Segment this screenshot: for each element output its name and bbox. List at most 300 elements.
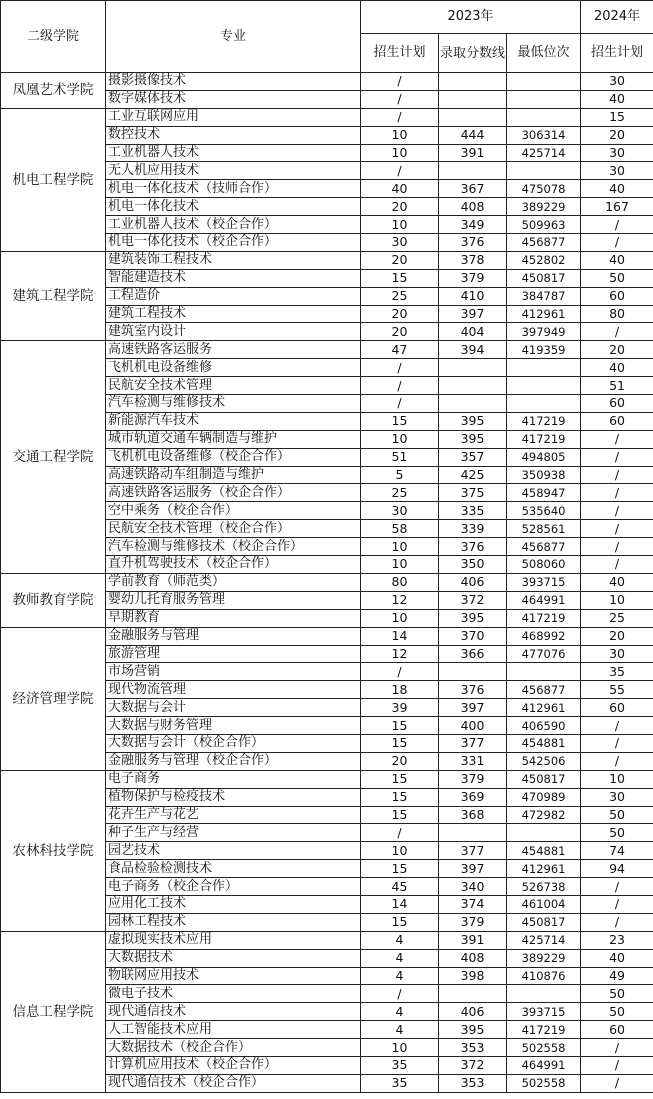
- score-2023: 340: [439, 878, 507, 896]
- plan-2024: 55: [581, 681, 653, 699]
- score-2023: 335: [439, 502, 507, 520]
- rank-2023: 350938: [507, 466, 581, 484]
- table-row: [1, 770, 653, 788]
- score-2023: 397: [439, 699, 507, 717]
- score-2023: [439, 73, 507, 91]
- plan-2024: /: [581, 878, 653, 896]
- college-name: 机电工程学院: [1, 108, 106, 251]
- major-name: 数控技术: [106, 126, 361, 144]
- major-name: 婴幼儿托育服务管理: [106, 591, 361, 609]
- rank-2023: [507, 73, 581, 91]
- plan-2024: 74: [581, 842, 653, 860]
- plan-2024: /: [581, 234, 653, 252]
- rank-2023: 406590: [507, 717, 581, 735]
- plan-2023: /: [361, 359, 439, 377]
- score-2023: 349: [439, 216, 507, 234]
- score-2023: 408: [439, 198, 507, 216]
- plan-2024: 167: [581, 198, 653, 216]
- major-name: 高速铁路客运服务: [106, 341, 361, 359]
- plan-2023: /: [361, 377, 439, 395]
- major-name: 花卉生产与花艺: [106, 806, 361, 824]
- rank-2023: [507, 162, 581, 180]
- plan-2023: 47: [361, 341, 439, 359]
- score-2023: [439, 108, 507, 126]
- score-2023: 444: [439, 126, 507, 144]
- table-row: [1, 931, 653, 949]
- rank-2023: 412961: [507, 860, 581, 878]
- rank-2023: 417219: [507, 412, 581, 430]
- plan-2023: /: [361, 395, 439, 413]
- plan-2023: 15: [361, 717, 439, 735]
- plan-2023: 30: [361, 234, 439, 252]
- plan-2024: /: [581, 734, 653, 752]
- plan-2023: 15: [361, 770, 439, 788]
- plan-2024: 50: [581, 824, 653, 842]
- plan-2024: 51: [581, 377, 653, 395]
- rank-2023: 389229: [507, 198, 581, 216]
- score-2023: [439, 395, 507, 413]
- score-2023: 376: [439, 681, 507, 699]
- college-name: 经济管理学院: [1, 627, 106, 770]
- header-year-2023: 2023年: [361, 1, 581, 34]
- plan-2023: 12: [361, 591, 439, 609]
- rank-2023: 412961: [507, 699, 581, 717]
- plan-2024: /: [581, 323, 653, 341]
- plan-2023: 10: [361, 430, 439, 448]
- major-name: 学前教育（师范类）: [106, 573, 361, 591]
- major-name: 现代物流管理: [106, 681, 361, 699]
- plan-2023: 15: [361, 806, 439, 824]
- plan-2024: 30: [581, 144, 653, 162]
- table-row: [1, 573, 653, 591]
- major-name: 微电子技术: [106, 985, 361, 1003]
- plan-2024: 60: [581, 699, 653, 717]
- plan-2023: 20: [361, 198, 439, 216]
- score-2023: 374: [439, 895, 507, 913]
- plan-2024: 50: [581, 806, 653, 824]
- score-2023: 395: [439, 430, 507, 448]
- major-name: 大数据技术（校企合作）: [106, 1039, 361, 1057]
- rank-2023: 494805: [507, 448, 581, 466]
- rank-2023: [507, 663, 581, 681]
- plan-2024: 20: [581, 341, 653, 359]
- plan-2024: /: [581, 430, 653, 448]
- score-2023: 353: [439, 1039, 507, 1057]
- plan-2024: 30: [581, 73, 653, 91]
- plan-2024: /: [581, 216, 653, 234]
- score-2023: 425: [439, 466, 507, 484]
- rank-2023: [507, 824, 581, 842]
- major-name: 金融服务与管理（校企合作）: [106, 752, 361, 770]
- plan-2024: 25: [581, 609, 653, 627]
- plan-2023: 35: [361, 1056, 439, 1074]
- college-name: 教师教育学院: [1, 573, 106, 627]
- score-2023: [439, 162, 507, 180]
- major-name: 工业互联网应用: [106, 108, 361, 126]
- major-name: 计算机应用技术（校企合作）: [106, 1056, 361, 1074]
- score-2023: [439, 359, 507, 377]
- major-name: 飞机机电设备维修（校企合作）: [106, 448, 361, 466]
- plan-2023: 10: [361, 609, 439, 627]
- major-name: 金融服务与管理: [106, 627, 361, 645]
- score-2023: 378: [439, 251, 507, 269]
- plan-2023: 15: [361, 412, 439, 430]
- plan-2023: 58: [361, 520, 439, 538]
- score-2023: 350: [439, 556, 507, 574]
- major-name: 机电一体化技术（校企合作）: [106, 234, 361, 252]
- plan-2024: 50: [581, 985, 653, 1003]
- score-2023: 367: [439, 180, 507, 198]
- major-name: 虚拟现实技术应用: [106, 931, 361, 949]
- plan-2023: 20: [361, 752, 439, 770]
- plan-2023: 20: [361, 251, 439, 269]
- score-2023: 394: [439, 341, 507, 359]
- plan-2023: 12: [361, 645, 439, 663]
- plan-2024: 60: [581, 395, 653, 413]
- score-2023: [439, 663, 507, 681]
- major-name: 大数据与会计（校企合作）: [106, 734, 361, 752]
- rank-2023: 508060: [507, 556, 581, 574]
- plan-2023: 80: [361, 573, 439, 591]
- college-name: 信息工程学院: [1, 931, 106, 1092]
- plan-2024: 40: [581, 573, 653, 591]
- major-name: 汽车检测与维修技术: [106, 395, 361, 413]
- major-name: 高速铁路动车组制造与维护: [106, 466, 361, 484]
- rank-2023: 502558: [507, 1039, 581, 1057]
- plan-2024: /: [581, 1056, 653, 1074]
- plan-2024: 30: [581, 645, 653, 663]
- college-name: 交通工程学院: [1, 341, 106, 574]
- plan-2023: /: [361, 90, 439, 108]
- plan-2023: 18: [361, 681, 439, 699]
- major-name: 高速铁路客运服务（校企合作）: [106, 484, 361, 502]
- plan-2024: /: [581, 502, 653, 520]
- college-name: 凤凰艺术学院: [1, 73, 106, 109]
- score-2023: 357: [439, 448, 507, 466]
- major-name: 市场营销: [106, 663, 361, 681]
- plan-2023: 4: [361, 1021, 439, 1039]
- score-2023: [439, 985, 507, 1003]
- rank-2023: 528561: [507, 520, 581, 538]
- plan-2023: 40: [361, 180, 439, 198]
- major-name: 无人机应用技术: [106, 162, 361, 180]
- rank-2023: 470989: [507, 788, 581, 806]
- rank-2023: 417219: [507, 1021, 581, 1039]
- college-name: 农林科技学院: [1, 770, 106, 931]
- plan-2024: 50: [581, 1003, 653, 1021]
- major-name: 建筑工程技术: [106, 305, 361, 323]
- score-2023: 353: [439, 1074, 507, 1092]
- major-name: 应用化工技术: [106, 895, 361, 913]
- rank-2023: 393715: [507, 1003, 581, 1021]
- score-2023: 406: [439, 1003, 507, 1021]
- rank-2023: 306314: [507, 126, 581, 144]
- plan-2024: /: [581, 895, 653, 913]
- major-name: 电子商务: [106, 770, 361, 788]
- major-name: 园艺技术: [106, 842, 361, 860]
- plan-2024: 60: [581, 1021, 653, 1039]
- plan-2023: 10: [361, 556, 439, 574]
- major-name: 汽车检测与维修技术（校企合作）: [106, 538, 361, 556]
- score-2023: [439, 824, 507, 842]
- plan-2023: 4: [361, 967, 439, 985]
- table-row: [1, 627, 653, 645]
- rank-2023: 509963: [507, 216, 581, 234]
- rank-2023: 417219: [507, 609, 581, 627]
- header-plan-2023: 招生计划: [361, 34, 439, 73]
- rank-2023: [507, 395, 581, 413]
- plan-2024: 40: [581, 90, 653, 108]
- rank-2023: 425714: [507, 931, 581, 949]
- plan-2023: 39: [361, 699, 439, 717]
- plan-2024: /: [581, 448, 653, 466]
- plan-2024: /: [581, 1039, 653, 1057]
- plan-2023: 15: [361, 734, 439, 752]
- plan-2024: 80: [581, 305, 653, 323]
- major-name: 现代通信技术: [106, 1003, 361, 1021]
- table-row: [1, 251, 653, 269]
- rank-2023: 454881: [507, 734, 581, 752]
- rank-2023: 456877: [507, 538, 581, 556]
- major-name: 早期教育: [106, 609, 361, 627]
- major-name: 飞机机电设备维修: [106, 359, 361, 377]
- plan-2023: /: [361, 985, 439, 1003]
- major-name: 植物保护与检疫技术: [106, 788, 361, 806]
- plan-2023: 10: [361, 538, 439, 556]
- plan-2024: 40: [581, 949, 653, 967]
- score-2023: 410: [439, 287, 507, 305]
- plan-2023: /: [361, 663, 439, 681]
- score-2023: 331: [439, 752, 507, 770]
- rank-2023: 393715: [507, 573, 581, 591]
- plan-2024: /: [581, 484, 653, 502]
- major-name: 工业机器人技术: [106, 144, 361, 162]
- rank-2023: 475078: [507, 180, 581, 198]
- major-name: 机电一体化技术: [106, 198, 361, 216]
- rank-2023: 535640: [507, 502, 581, 520]
- score-2023: 379: [439, 269, 507, 287]
- major-name: 建筑装饰工程技术: [106, 251, 361, 269]
- rank-2023: 389229: [507, 949, 581, 967]
- rank-2023: 384787: [507, 287, 581, 305]
- major-name: 建筑室内设计: [106, 323, 361, 341]
- rank-2023: 410876: [507, 967, 581, 985]
- rank-2023: 450817: [507, 269, 581, 287]
- plan-2023: 35: [361, 1074, 439, 1092]
- rank-2023: 425714: [507, 144, 581, 162]
- score-2023: 404: [439, 323, 507, 341]
- score-2023: 369: [439, 788, 507, 806]
- plan-2024: 15: [581, 108, 653, 126]
- plan-2023: /: [361, 108, 439, 126]
- plan-2024: /: [581, 538, 653, 556]
- major-name: 物联网应用技术: [106, 967, 361, 985]
- table-row: [1, 73, 653, 91]
- table-body: [1, 73, 653, 1093]
- score-2023: 366: [439, 645, 507, 663]
- score-2023: 368: [439, 806, 507, 824]
- plan-2023: 10: [361, 144, 439, 162]
- rank-2023: 461004: [507, 895, 581, 913]
- rank-2023: 464991: [507, 1056, 581, 1074]
- plan-2024: /: [581, 466, 653, 484]
- rank-2023: 412961: [507, 305, 581, 323]
- plan-2023: 15: [361, 269, 439, 287]
- header-college: 二级学院: [1, 1, 106, 73]
- plan-2023: 4: [361, 931, 439, 949]
- score-2023: 379: [439, 913, 507, 931]
- rank-2023: 542506: [507, 752, 581, 770]
- plan-2023: 14: [361, 895, 439, 913]
- score-2023: 377: [439, 842, 507, 860]
- rank-2023: [507, 985, 581, 1003]
- major-name: 智能建造技术: [106, 269, 361, 287]
- major-name: 食品检验检测技术: [106, 860, 361, 878]
- score-2023: [439, 377, 507, 395]
- plan-2023: 15: [361, 788, 439, 806]
- major-name: 机电一体化技术（技师合作）: [106, 180, 361, 198]
- plan-2023: 15: [361, 913, 439, 931]
- major-name: 现代通信技术（校企合作）: [106, 1074, 361, 1092]
- major-name: 大数据技术: [106, 949, 361, 967]
- plan-2024: 20: [581, 126, 653, 144]
- major-name: 种子生产与经营: [106, 824, 361, 842]
- major-name: 工业机器人技术（校企合作）: [106, 216, 361, 234]
- rank-2023: 454881: [507, 842, 581, 860]
- score-2023: 395: [439, 609, 507, 627]
- plan-2023: 10: [361, 216, 439, 234]
- plan-2023: 45: [361, 878, 439, 896]
- major-name: 民航安全技术管理（校企合作）: [106, 520, 361, 538]
- rank-2023: [507, 377, 581, 395]
- plan-2024: 40: [581, 359, 653, 377]
- score-2023: 391: [439, 931, 507, 949]
- score-2023: 395: [439, 1021, 507, 1039]
- score-2023: 397: [439, 860, 507, 878]
- rank-2023: 477076: [507, 645, 581, 663]
- score-2023: 391: [439, 144, 507, 162]
- plan-2023: 51: [361, 448, 439, 466]
- plan-2023: 15: [361, 860, 439, 878]
- plan-2023: 25: [361, 484, 439, 502]
- plan-2023: /: [361, 824, 439, 842]
- plan-2023: 4: [361, 949, 439, 967]
- major-name: 民航安全技术管理: [106, 377, 361, 395]
- plan-2024: 23: [581, 931, 653, 949]
- score-2023: 408: [439, 949, 507, 967]
- major-name: 大数据与会计: [106, 699, 361, 717]
- plan-2024: 60: [581, 287, 653, 305]
- plan-2024: 50: [581, 269, 653, 287]
- rank-2023: 456877: [507, 681, 581, 699]
- plan-2024: 60: [581, 412, 653, 430]
- major-name: 旅游管理: [106, 645, 361, 663]
- table-row: [1, 108, 653, 126]
- plan-2023: 30: [361, 502, 439, 520]
- header-plan-2024: 招生计划: [581, 34, 653, 73]
- header-rank: 最低位次: [507, 34, 581, 73]
- score-2023: 377: [439, 734, 507, 752]
- rank-2023: 397949: [507, 323, 581, 341]
- score-2023: 339: [439, 520, 507, 538]
- score-2023: 398: [439, 967, 507, 985]
- rank-2023: [507, 90, 581, 108]
- major-name: 工程造价: [106, 287, 361, 305]
- score-2023: 372: [439, 591, 507, 609]
- plan-2024: 35: [581, 663, 653, 681]
- major-name: 园林工程技术: [106, 913, 361, 931]
- rank-2023: [507, 108, 581, 126]
- plan-2023: 10: [361, 842, 439, 860]
- rank-2023: 450817: [507, 913, 581, 931]
- plan-2023: 5: [361, 466, 439, 484]
- rank-2023: 502558: [507, 1074, 581, 1092]
- rank-2023: 450817: [507, 770, 581, 788]
- major-name: 空中乘务（校企合作）: [106, 502, 361, 520]
- score-2023: 400: [439, 717, 507, 735]
- score-2023: 406: [439, 573, 507, 591]
- plan-2024: 20: [581, 627, 653, 645]
- major-name: 数字媒体技术: [106, 90, 361, 108]
- plan-2024: /: [581, 556, 653, 574]
- rank-2023: 417219: [507, 430, 581, 448]
- plan-2023: 14: [361, 627, 439, 645]
- major-name: 城市轨道交通车辆制造与维护: [106, 430, 361, 448]
- major-name: 大数据与财务管理: [106, 717, 361, 735]
- plan-2024: 94: [581, 860, 653, 878]
- score-2023: 397: [439, 305, 507, 323]
- table-row: [1, 341, 653, 359]
- header-score: 录取分数线: [439, 34, 507, 73]
- plan-2024: /: [581, 1074, 653, 1092]
- plan-2024: 10: [581, 591, 653, 609]
- rank-2023: 458947: [507, 484, 581, 502]
- rank-2023: 452802: [507, 251, 581, 269]
- plan-2023: 20: [361, 305, 439, 323]
- score-2023: 370: [439, 627, 507, 645]
- major-name: 直升机驾驶技术（校企合作）: [106, 556, 361, 574]
- plan-2023: /: [361, 162, 439, 180]
- plan-2024: /: [581, 520, 653, 538]
- plan-2024: 40: [581, 251, 653, 269]
- major-name: 电子商务（校企合作）: [106, 878, 361, 896]
- rank-2023: 419359: [507, 341, 581, 359]
- college-name: 建筑工程学院: [1, 251, 106, 340]
- rank-2023: 472982: [507, 806, 581, 824]
- plan-2023: 4: [361, 1003, 439, 1021]
- plan-2024: 30: [581, 162, 653, 180]
- plan-2024: 40: [581, 180, 653, 198]
- score-2023: 376: [439, 234, 507, 252]
- header-year-2024: 2024年: [581, 1, 653, 34]
- plan-2023: 10: [361, 126, 439, 144]
- score-2023: 376: [439, 538, 507, 556]
- plan-2024: /: [581, 752, 653, 770]
- score-2023: 372: [439, 1056, 507, 1074]
- score-2023: [439, 90, 507, 108]
- plan-2023: /: [361, 73, 439, 91]
- plan-2024: 10: [581, 770, 653, 788]
- major-name: 摄影摄像技术: [106, 73, 361, 91]
- major-name: 人工智能技术应用: [106, 1021, 361, 1039]
- plan-2023: 10: [361, 1039, 439, 1057]
- plan-2024: 49: [581, 967, 653, 985]
- score-2023: 379: [439, 770, 507, 788]
- rank-2023: 456877: [507, 234, 581, 252]
- score-2023: 395: [439, 412, 507, 430]
- rank-2023: 526738: [507, 878, 581, 896]
- plan-2024: /: [581, 717, 653, 735]
